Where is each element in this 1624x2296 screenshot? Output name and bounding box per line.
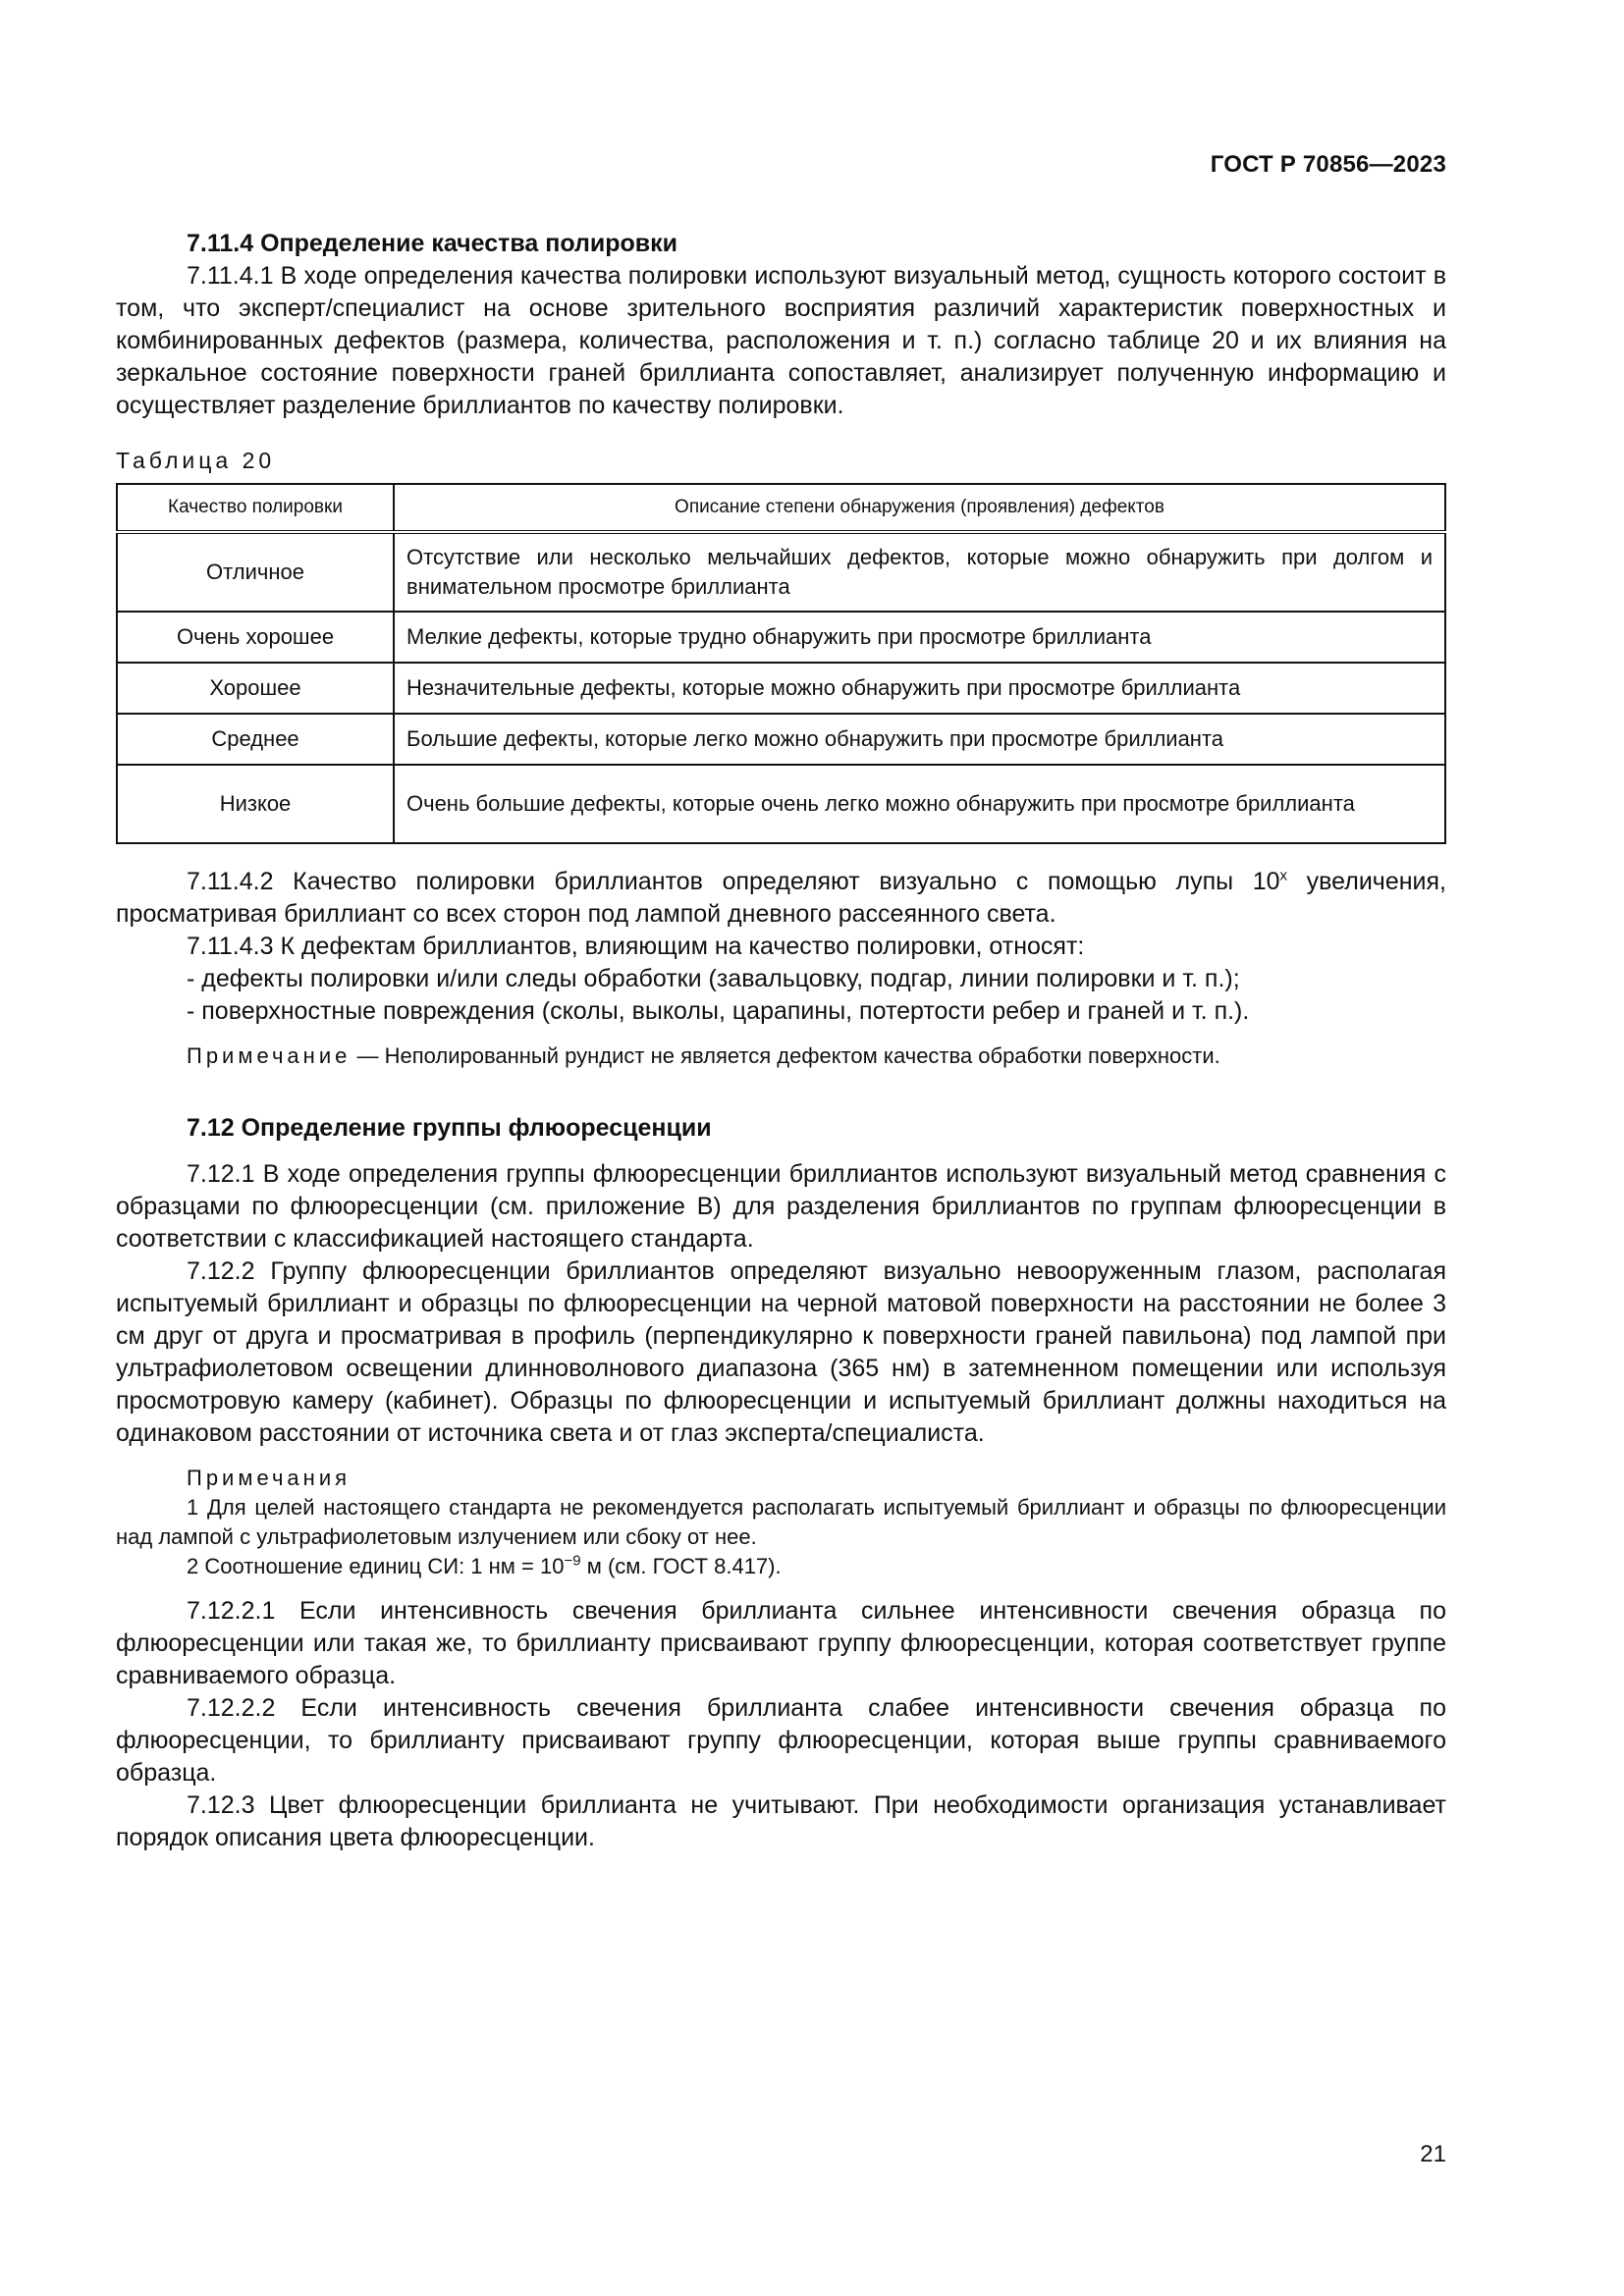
note-1: 1 Для целей настоящего стандарта не рекомендуется располагать испытуемый бриллиант и образцы по флюоресценции над лампой с ультрафиолетовым излучением или сбоку от нее. xyxy=(116,1495,1446,1549)
table-row xyxy=(117,532,1445,612)
section-heading-7-11-4: 7.11.4 Определение качества полировки xyxy=(187,230,678,257)
paragraph-7-12-2: 7.12.2 Группу флюоресценции бриллиантов определяют визуально невооруженным глазом, располагая испытуемый бриллиант и образцы по флюоресценции на черной матовой поверхности на расстоянии не более 3 см друг от друга и просматривая в профиль (перпендикулярно к поверхности граней павильона) под лампой при ультрафиолетовом освещении длинноволнового диапазона (365 нм) в затемненном помещении или используя просмотровую камеру (кабинет). Образцы по флюоресценции и испытуемый бриллиант должны находиться на одинаковом расстоянии от источника света и от глаз эксперта/специалиста. xyxy=(116,1257,1446,1447)
document-header: ГОСТ Р 70856—2023 xyxy=(1210,151,1446,178)
paragraph-7-11-4-3: 7.11.4.3 К дефектам бриллиантов, влияющим на качество полировки, относят: xyxy=(187,933,1085,960)
table-row xyxy=(117,765,1445,843)
list-item: - поверхностные повреждения (сколы, выколы, царапины, потертости ребер и граней и т. п.). xyxy=(187,997,1250,1025)
page-content xyxy=(116,228,1446,1854)
note-2 xyxy=(116,1552,1446,1581)
table-cell-quality: Низкое xyxy=(117,765,394,843)
note2-superscript: −9 xyxy=(564,1552,581,1570)
table-cell-description: Отсутствие или несколько мельчайших дефектов, которые можно обнаружить при долгом и внимательном просмотре бриллианта xyxy=(394,532,1445,612)
table-header-row xyxy=(117,484,1445,532)
paragraph-7-12-2-2: 7.12.2.2 Если интенсивность свечения бриллианта слабее интенсивности свечения образца по флюоресценции, то бриллианту присваивают группу флюоресценции, которая выше группы сравниваемого образца. xyxy=(116,1694,1446,1787)
paragraph-7-12-3: 7.12.3 Цвет флюоресценции бриллианта не учитывают. При необходимости организация устанавливает порядок описания цвета флюоресценции. xyxy=(116,1791,1446,1851)
table-header-quality: Качество полировки xyxy=(117,484,394,532)
paragraph-7-12-2-1: 7.12.2.1 Если интенсивность свечения бриллианта сильнее интенсивности свечения образца по флюоресценции или такая же, то бриллианту присваивают группу флюоресценции, которая соответствует группе сравниваемого образца. xyxy=(116,1597,1446,1689)
polish-quality-table xyxy=(116,483,1446,844)
p2-text-a: 7.11.4.2 Качество полировки бриллиантов определяют визуально с помощью лупы 10 xyxy=(187,868,1280,895)
table-header-description: Описание степени обнаружения (проявления) дефектов xyxy=(394,484,1445,532)
note2-text-b: м (см. ГОСТ 8.417). xyxy=(580,1554,782,1578)
table-cell-description: Большие дефекты, которые легко можно обнаружить при просмотре бриллианта xyxy=(394,714,1445,765)
p2-superscript: x xyxy=(1279,867,1288,884)
table-cell-description: Незначительные дефекты, которые можно обнаружить при просмотре бриллианта xyxy=(394,663,1445,714)
table-cell-quality: Очень хорошее xyxy=(117,612,394,663)
p2-text-b: увеличения, просматривая бриллиант со всех сторон под лампой дневного рассеянного света. xyxy=(116,868,1446,928)
note-polish xyxy=(116,1041,1446,1071)
table-cell-quality: Среднее xyxy=(117,714,394,765)
note-label: Примечание xyxy=(187,1043,352,1068)
notes-title: Примечания xyxy=(187,1466,352,1490)
paragraph-7-11-4-1: 7.11.4.1 В ходе определения качества полировки используют визуальный метод, сущность которого состоит в том, что эксперт/специалист на основе зрительного восприятия различий характеристик поверхностных и комбинированных дефектов (размера, количества, расположения и т. п.) согласно таблице 20 и их влияния на зеркальное состояние поверхности граней бриллианта сопоставляет, анализирует полученную информацию и осуществляет разделение бриллиантов по качеству полировки. xyxy=(116,262,1446,419)
table-row xyxy=(117,714,1445,765)
note2-text-a: 2 Соотношение единиц СИ: 1 нм = 10 xyxy=(187,1554,565,1578)
section-heading-7-12: 7.12 Определение группы флюоресценции xyxy=(187,1114,712,1142)
table-cell-quality: Хорошее xyxy=(117,663,394,714)
note-text: — Неполированный рундист не является дефектом качества обработки поверхности. xyxy=(351,1043,1220,1068)
table-cell-quality: Отличное xyxy=(117,532,394,612)
paragraph-7-11-4-2 xyxy=(116,866,1446,931)
table-caption: Таблица 20 xyxy=(116,448,276,473)
table-row xyxy=(117,612,1445,663)
document-page xyxy=(116,0,1446,2296)
table-row xyxy=(117,663,1445,714)
paragraph-7-12-1: 7.12.1 В ходе определения группы флюоресценции бриллиантов используют визуальный метод сравнения с образцами по флюоресценции (см. приложение В) для разделения бриллиантов по группам флюоресценции в соответствии с классификацией настоящего стандарта. xyxy=(116,1160,1446,1253)
table-cell-description: Мелкие дефекты, которые трудно обнаружить при просмотре бриллианта xyxy=(394,612,1445,663)
page-number: 21 xyxy=(1420,2141,1446,2167)
table-cell-description: Очень большие дефекты, которые очень легко можно обнаружить при просмотре бриллианта xyxy=(394,765,1445,843)
list-item: - дефекты полировки и/или следы обработки (завальцовку, подгар, линии полировки и т. п.); xyxy=(187,965,1240,992)
